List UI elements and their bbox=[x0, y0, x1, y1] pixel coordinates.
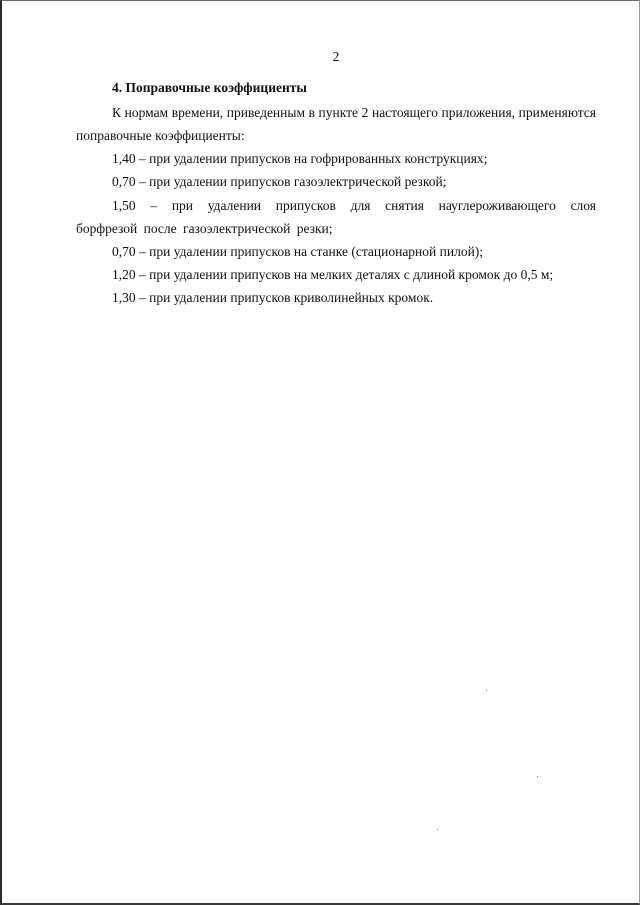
coefficient-item: 1,50 – при удалении припусков для снятия науглероживающего слоя борфрезой после газоэлектрической резки; bbox=[76, 198, 596, 236]
section-heading: 4. Поправочные коэффициенты bbox=[112, 80, 307, 95]
scan-speck bbox=[486, 690, 487, 691]
coefficient-item: 0,70 – при удалении припусков на станке (стационарной пилой); bbox=[112, 244, 484, 259]
intro-paragraph: К нормам времени, приведенным в пункте 2 настоящего приложения, применяются поправочные коэффициенты: bbox=[76, 105, 596, 143]
coefficient-item: 1,30 – при удалении припусков криволинейных кромок. bbox=[112, 290, 434, 305]
page-number: 2 bbox=[332, 49, 340, 64]
coefficient-item: 0,70 – при удалении припусков газоэлектрической резкой; bbox=[112, 174, 447, 189]
coefficient-item: 1,40 – при удалении припусков на гофрированных конструкциях; bbox=[112, 151, 488, 166]
coefficient-item: 1,20 – при удалении припусков на мелких деталях с длиной кромок до 0,5 м; bbox=[112, 267, 554, 282]
scan-speck bbox=[537, 776, 538, 777]
scan-speck bbox=[437, 829, 438, 830]
